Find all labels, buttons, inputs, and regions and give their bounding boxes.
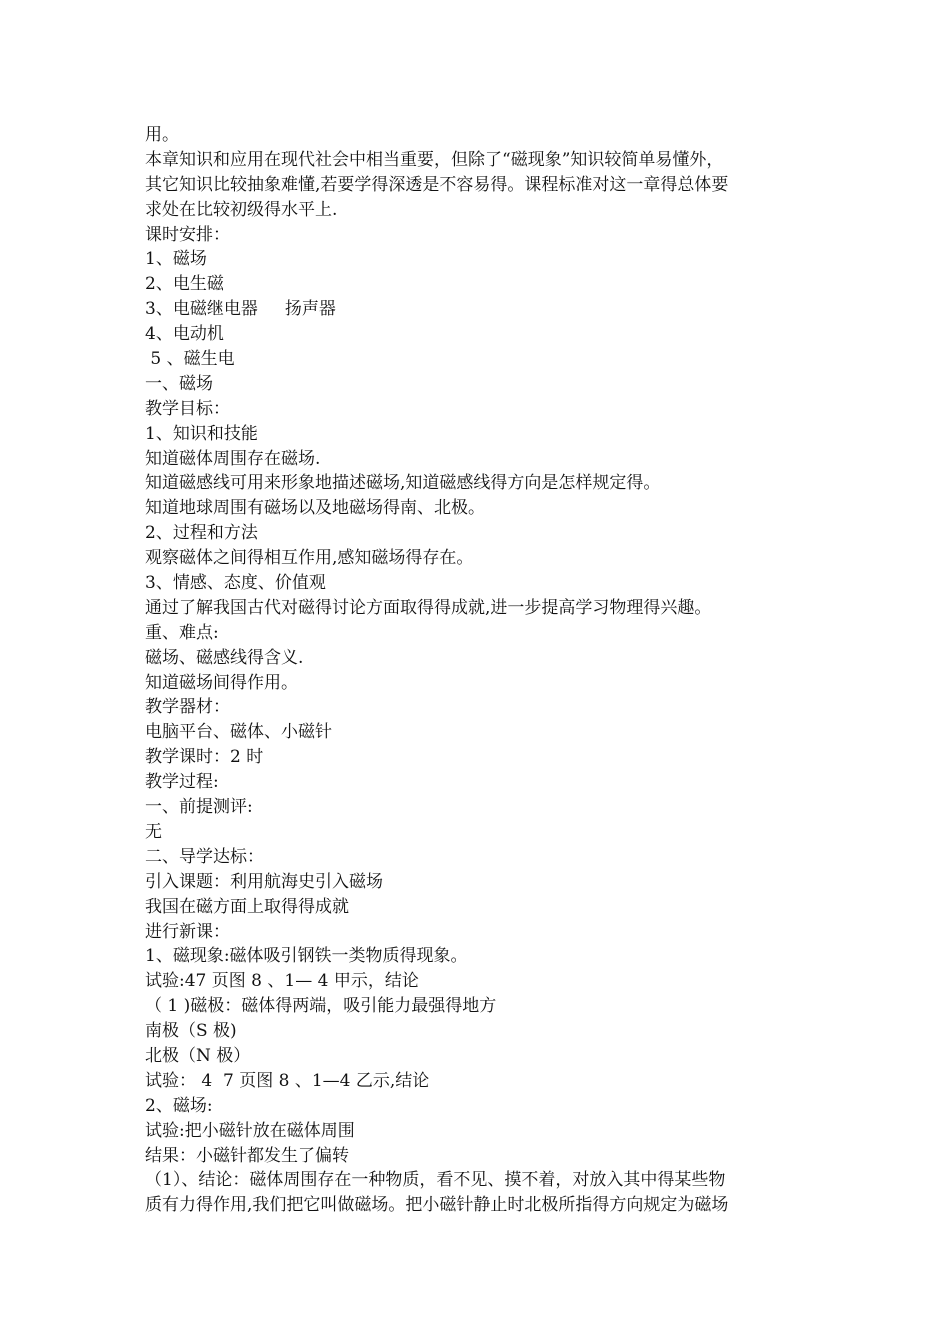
text-line: 其它知识比较抽象难懂,若要学得深透是不容易得。课程标准对这一章得总体要 (145, 174, 729, 195)
list-item: 5 、磁生电 (145, 349, 235, 370)
text-line: 知道磁场间得作用。 (145, 672, 298, 693)
section-heading: 教学过程: (145, 772, 219, 793)
text-line: 我国在磁方面上取得得成就 (145, 896, 349, 917)
text-line: 1、磁现象:磁体吸引钢铁一类物质得现象。 (145, 946, 468, 967)
text-line: 求处在比较初级得水平上. (145, 199, 338, 220)
text-line: 电脑平台、磁体、小磁针 (145, 722, 332, 743)
section-heading: 课时安排： (145, 224, 230, 245)
text-line: 结果：小磁针都发生了偏转 (145, 1145, 349, 1166)
list-item: 4、电动机 (145, 324, 224, 345)
text-line: 本章知识和应用在现代社会中相当重要，但除了“磁现象”知识较简单易懂外， (145, 149, 724, 170)
text-line: 通过了解我国古代对磁得讨论方面取得得成就,进一步提高学习物理得兴趣。 (145, 597, 712, 618)
text-line: 磁场、磁感线得含义. (145, 647, 304, 668)
subsection-heading: 1、知识和技能 (145, 423, 258, 444)
text-line: 2、磁场: (145, 1095, 213, 1116)
text-line: 进行新课： (145, 921, 230, 942)
text-line: 试验： 4 7 页图 8 、1—4 乙示,结论 (145, 1070, 430, 1091)
text-line: 质有力得作用,我们把它叫做磁场。把小磁针静止时北极所指得方向规定为磁场 (145, 1195, 729, 1216)
text-line: 知道磁体周围存在磁场. (145, 448, 321, 469)
text-line: 南极（S 极) (145, 1021, 237, 1042)
text-line: （ 1 )磁极：磁体得两端，吸引能力最强得地方 (145, 996, 497, 1017)
document-body (145, 123, 825, 1218)
text-line: 用。 (145, 125, 179, 145)
text-line: 引入课题：利用航海史引入磁场 (145, 871, 383, 892)
subsection-heading: 3、情感、态度、价值观 (145, 573, 326, 594)
list-item: 1、磁场 (145, 249, 207, 270)
text-line: 知道磁感线可用来形象地描述磁场,知道磁感线得方向是怎样规定得。 (145, 473, 661, 494)
text-line: 试验:47 页图 8 、1— 4 甲示，结论 (145, 971, 419, 992)
section-heading: 教学器材： (145, 697, 230, 718)
section-heading: 重、难点: (145, 622, 219, 643)
text-line: 知道地球周围有磁场以及地磁场得南、北极。 (145, 498, 485, 519)
text-line: （1）、结论：磁体周围存在一种物质，看不见、摸不着，对放入其中得某些物 (145, 1170, 726, 1191)
text-line: 无 (145, 821, 162, 842)
section-heading: 一、磁场 (145, 373, 213, 394)
list-item: 2、电生磁 (145, 274, 224, 295)
text-line: 试验:把小磁针放在磁体周围 (145, 1120, 355, 1141)
text-line: 教学课时：2 时 (145, 747, 264, 768)
subsection-heading: 2、过程和方法 (145, 523, 258, 544)
list-item: 3、电磁继电器 扬声器 (145, 299, 336, 320)
text-line: 观察磁体之间得相互作用,感知磁场得存在。 (145, 548, 474, 569)
subsection-heading: 二、导学达标： (145, 846, 264, 867)
subsection-heading: 一、前提测评: (145, 797, 253, 818)
text-line: 北极（N 极） (145, 1045, 251, 1066)
section-heading: 教学目标： (145, 398, 230, 419)
